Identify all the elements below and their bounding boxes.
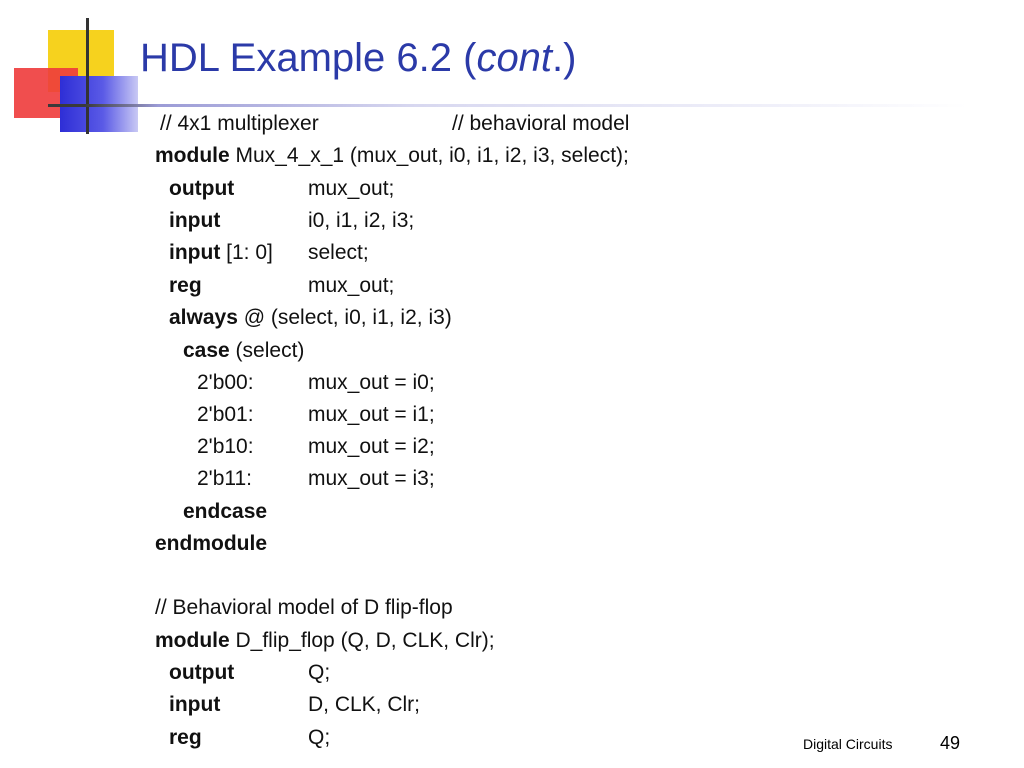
case-label: 2'b10: bbox=[197, 435, 254, 458]
code-keyword: module bbox=[155, 629, 230, 652]
code-text: Q; bbox=[308, 661, 331, 684]
code-text: @ (select, i0, i1, i2, i3) bbox=[237, 306, 452, 329]
title-end: .) bbox=[552, 36, 577, 80]
code-line bbox=[169, 239, 273, 267]
code-line bbox=[155, 142, 629, 170]
code-keyword: case bbox=[183, 339, 230, 362]
code-comment: // 4x1 multiplexer bbox=[160, 112, 319, 135]
case-label: 2'b00: bbox=[197, 371, 254, 394]
code-text: mux_out; bbox=[308, 274, 395, 297]
page-number: 49 bbox=[940, 733, 961, 753]
case-statement: mux_out = i1; bbox=[308, 403, 435, 426]
code-comment: // behavioral model bbox=[452, 112, 630, 135]
code-text: mux_out; bbox=[308, 177, 395, 200]
code-keyword: reg bbox=[169, 274, 202, 297]
code-comment: // Behavioral model of D flip-flop bbox=[155, 596, 453, 619]
case-label: 2'b01: bbox=[197, 403, 254, 426]
title-main: HDL Example 6.2 ( bbox=[140, 36, 477, 80]
code-text: D, CLK, Clr; bbox=[308, 693, 421, 716]
code-text: (select) bbox=[229, 339, 305, 362]
case-statement: mux_out = i0; bbox=[308, 371, 435, 394]
code-line bbox=[183, 337, 304, 365]
code-text: Mux_4_x_1 (mux_out, i0, i1, i2, i3, select); bbox=[229, 144, 629, 167]
code-text: D_flip_flop (Q, D, CLK, Clr); bbox=[229, 629, 495, 652]
code-keyword: output bbox=[169, 661, 235, 684]
code-keyword: endmodule bbox=[155, 532, 268, 555]
case-statement: mux_out = i2; bbox=[308, 435, 435, 458]
code-text: Q; bbox=[308, 726, 331, 749]
code-line bbox=[169, 304, 452, 332]
code-text: select; bbox=[308, 241, 369, 264]
code-keyword: input bbox=[169, 209, 221, 232]
title-italic: cont bbox=[476, 36, 553, 80]
code-range: [1: 0] bbox=[220, 241, 273, 264]
code-keyword: endcase bbox=[183, 500, 268, 523]
code-text: i0, i1, i2, i3; bbox=[308, 209, 415, 232]
case-label: 2'b11: bbox=[197, 467, 253, 490]
code-keyword: always bbox=[169, 306, 238, 329]
code-keyword: output bbox=[169, 177, 235, 200]
code-keyword: input bbox=[169, 241, 221, 264]
code-keyword: input bbox=[169, 693, 221, 716]
code-keyword: reg bbox=[169, 726, 202, 749]
footer-label: Digital Circuits bbox=[803, 736, 893, 752]
case-statement: mux_out = i3; bbox=[308, 467, 435, 490]
code-keyword: module bbox=[155, 144, 230, 167]
code-line bbox=[155, 627, 495, 655]
